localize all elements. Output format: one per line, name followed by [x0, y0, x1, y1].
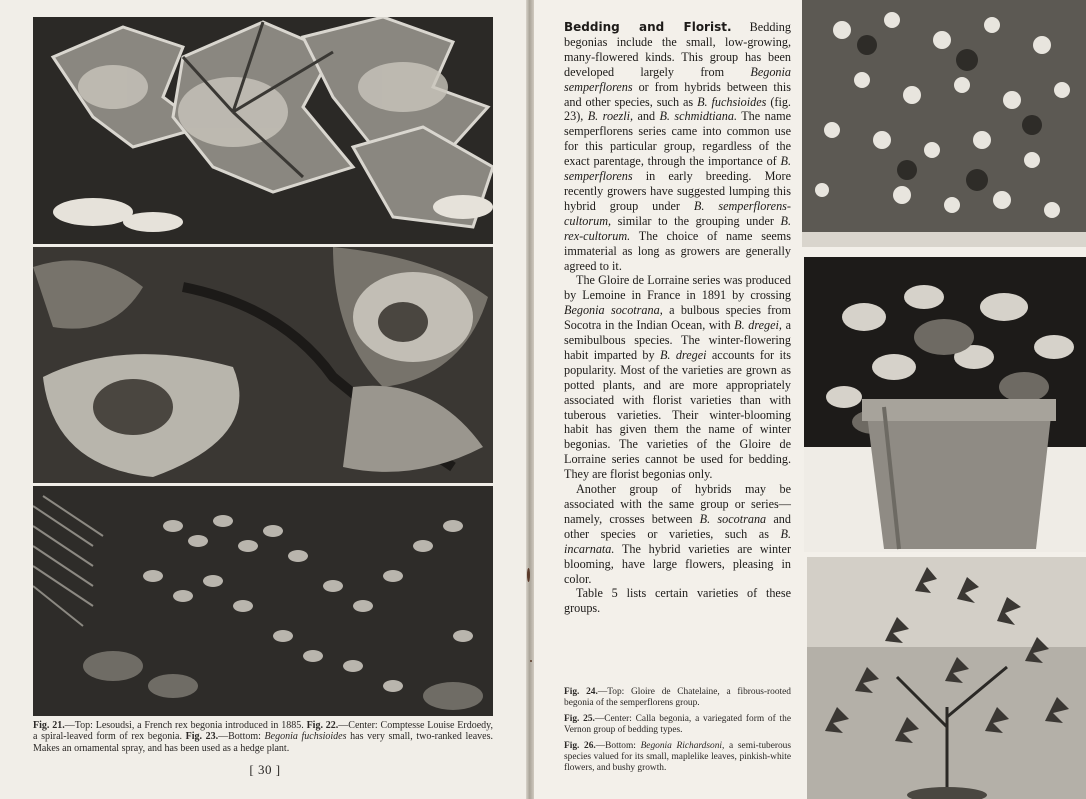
book-gutter [526, 0, 534, 799]
fig25-caption [564, 714, 791, 735]
fig25-label: Fig. 25. [564, 714, 595, 725]
species-name: B. roezli, [587, 109, 634, 124]
fig26-text-a: —Bottom: [595, 741, 641, 752]
photo-begonia-fuchsioides [33, 486, 493, 716]
species-name: B. semperflorens-cultorum, [564, 198, 791, 228]
species-name: Begonia semperflorens [564, 64, 791, 94]
paragraph-bedding-florist [564, 20, 791, 273]
fig24-caption [564, 687, 791, 708]
text-run: and other species or varieties, such as [564, 511, 791, 541]
species-name: B. fuchsioides [697, 94, 767, 109]
fig23-label: Fig. 23. [185, 731, 219, 743]
species-name: B. schmidtiana. [659, 109, 738, 124]
species-name: Begonia socotrana, [564, 303, 663, 318]
fig23-species: Begonia fuchsioides [264, 731, 347, 743]
text-run: The Gloire de Lorraine series was produced by Lemoine in France in 1891 by crossing [564, 273, 791, 303]
fig23-caption-a: —Bottom: [218, 731, 265, 743]
fig26-caption [564, 741, 791, 773]
fig26-text-b: a semi-tuberous species valued for its small, maplelike leaves, pinkish-white flowers, and bushy growth. [564, 741, 791, 773]
text-run: (fig. 23), [564, 94, 791, 124]
fig22-label: Fig. 22. [306, 720, 339, 731]
text-run: accounts for its popularity. Most of the varieties are grown as potted plants, and are more appropriately associated with florist varieties than with tuberous varieties. Their winter-blooming habit has given them the name of winter begonias. The varieties of the Gloire de Lorraine series cannot be used for bedding. They are florist begonias only. [564, 347, 791, 482]
text-run: The name semperflorens series came into common use for this particular group, regardless of the exact parentage, through the importance of [564, 109, 791, 169]
left-page-caption [33, 720, 493, 754]
fig22-caption: —Center: Comptesse Louise Erdoedy, a spiral-leaved form of rex begonia. [33, 720, 494, 743]
species-name: B. socotrana [699, 511, 767, 526]
fig21-label: Fig. 21. [33, 720, 65, 731]
text-run: a semibulbous species. The winter-flowering habit imparted by [564, 318, 791, 362]
text-run: similar to the grouping under [611, 213, 781, 228]
photo-rex-begonia-lesoudsi [33, 17, 493, 244]
fig25-text: —Center: Calla begonia, a variegated form of the Vernon group of bedding types. [564, 714, 791, 735]
species-name: B. incarnata. [564, 526, 791, 556]
text-run: The choice of name seems immaterial as long as growers are generally agreed to it. [564, 228, 791, 273]
text-run: The hybrid varieties are winter blooming, have large flowers, pleasing in color. [564, 541, 791, 586]
species-name: B. dregei, [734, 318, 782, 333]
fig26-label: Fig. 26. [564, 741, 596, 752]
photo-spiral-rex-begonia [33, 247, 493, 483]
fig26-species: Begonia Richardsoni, [640, 741, 725, 752]
paragraph-gloire-de-lorraine [564, 273, 791, 482]
page-blemish [530, 660, 532, 662]
text-run: a bulbous species from Socotra in the Indian Ocean, with [564, 303, 791, 333]
fig24-label: Fig. 24. [564, 687, 598, 697]
page-number: [ 30 ] [249, 762, 281, 777]
photo-gloire-de-chatelaine [802, 0, 1086, 247]
photo-begonia-richardsoni [807, 557, 1086, 799]
text-run: Another group of hybrids may be associated with the same group or series—namely, crosses between [564, 482, 791, 526]
text-run: Bedding begonias include the small, low-growing, many-flowered kinds. This group has been developed largely from [564, 20, 791, 79]
page-blemish [527, 568, 530, 582]
paragraph-hybrids [564, 482, 791, 586]
section-heading: Bedding and Florist. [564, 20, 732, 34]
text-run: or from hybrids between this and other species, such as [564, 79, 791, 109]
body-text-column [564, 20, 791, 616]
paragraph-table-reference: Table 5 lists certain varieties of these groups. [564, 586, 791, 616]
right-page-captions [564, 687, 791, 779]
photo-calla-begonia-pot [804, 257, 1086, 552]
text-run: in early breeding. More recently growers have suggested lumping this hybrid group under [564, 169, 791, 213]
text-run: and [633, 109, 660, 124]
species-name: B. dregei [659, 347, 707, 362]
fig23-caption-b: has very small, two-ranked leaves. Makes an ornamental spray, and has been used as a hedge plant. [33, 731, 493, 754]
fig24-text: —Top: Gloire de Chatelaine, a fibrous-rooted begonia of the semperflorens group. [564, 687, 791, 708]
species-name: B. semperflorens [564, 154, 791, 184]
species-name: B. rex-cultorum. [564, 213, 791, 243]
fig21-caption: —Top: Lesoudsi, a French rex begonia introduced in 1885. [64, 720, 307, 731]
